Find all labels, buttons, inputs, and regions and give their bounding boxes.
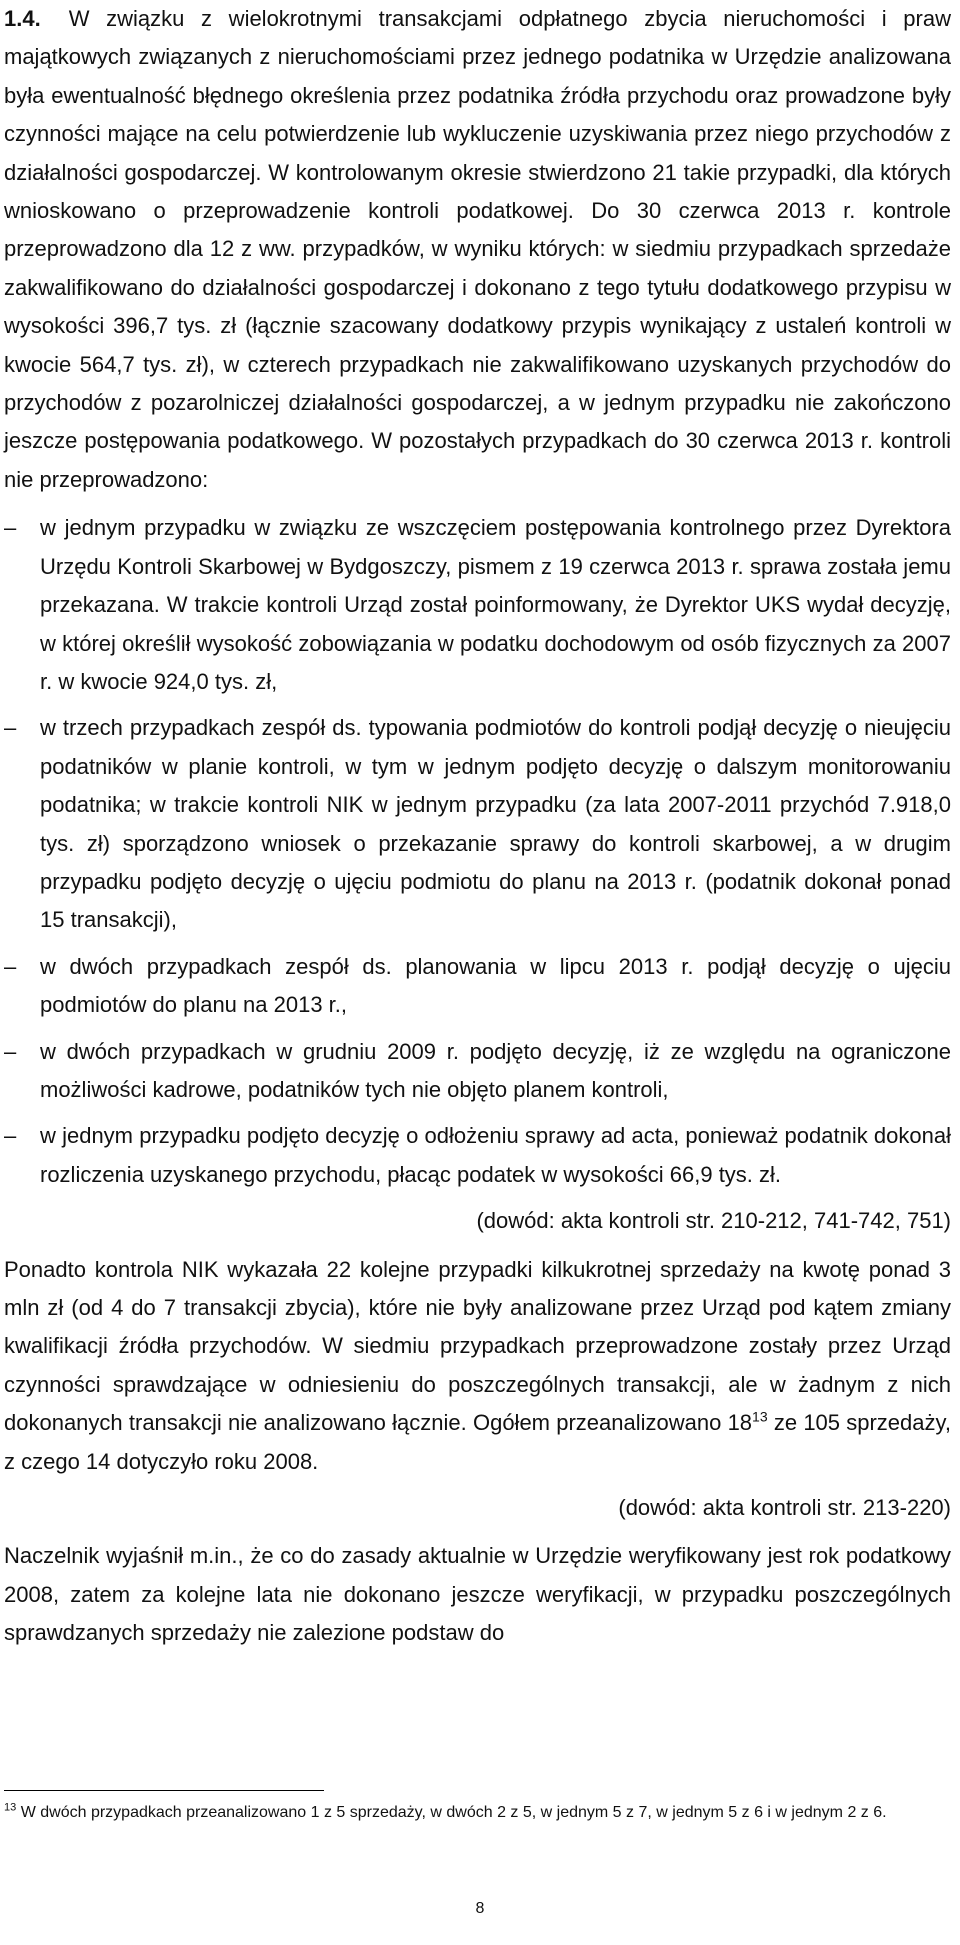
footnote-text: W dwóch przypadkach przeanalizowano 1 z 5 sprzedaży, w dwóch 2 z 5, w jednym 5 z 7, w jednym 5 z 6 i w jednym 2 z 6. [16, 1804, 887, 1821]
list-item-text: w jednym przypadku podjęto decyzję o odłożeniu sprawy ad acta, ponieważ podatnik dokonał rozliczenia uzyskanego przychodu, płacąc podatek w wysokości 66,9 tys. zł. [40, 1123, 951, 1187]
body-paragraph [4, 1251, 951, 1481]
list-item [4, 709, 951, 939]
section-number: 1.4. [4, 6, 41, 31]
dash-bullet: – [4, 1123, 17, 1149]
dash-bullet: – [4, 715, 17, 741]
section-intro-text: W związku z wielokrotnymi transakcjami odpłatnego zbycia nieruchomości i praw majątkowych związanych z nieruchomościami przez jednego podatnika w Urzędzie analizowana była ewentualność błędnego określenia przez podatnika źródła przychodu oraz prowadzone były czynności mające na celu potwierdzenie lub wykluczenie uzyskiwania przez niego przychodów z działalności gospodarczej. W kontrolowanym okresie stwierdzono 21 takie przypadki, dla których wnioskowano o przeprowadzenie kontroli podatkowej. Do 30 czerwca 2013 r. kontrole przeprowadzono dla 12 z ww. przypadków, w wyniku których: w siedmiu przypadkach sprzedaże zakwalifikowano do działalności gospodarczej i dokonano z tego tytułu dodatkowego przypisu w wysokości 396,7 tys. zł (łącznie szacowany dodatkowy przypis wynikający z ustaleń kontroli w kwocie 564,7 tys. zł), w czterech przypadkach nie zakwalifikowano uzyskanych przychodów do przychodów z pozarolniczej działalności gospodarczej, a w jednym przypadku nie zakończono jeszcze postępowania podatkowego. W pozostałych przypadkach do 30 czerwca 2013 r. kontroli nie przeprowadzono: [4, 6, 951, 492]
paragraph-text: ze 105 sprzedaży, z czego 14 dotyczyło roku 2008. [4, 1410, 951, 1474]
footnote [4, 1802, 944, 1824]
evidence-reference: (dowód: akta kontroli str. 210-212, 741-742, 751) [476, 1208, 951, 1234]
footnote-separator [4, 1790, 324, 1791]
body-paragraph: Naczelnik wyjaśnił m.in., że co do zasady aktualnie w Urzędzie weryfikowany jest rok podatkowy 2008, zatem za kolejne lata nie dokonano jeszcze weryfikacji, w przypadku poszczególnych sprawdzanych sprzedaży nie zalezione podstaw do [4, 1543, 951, 1646]
dash-bullet: – [4, 1038, 17, 1064]
page-number: 8 [475, 1900, 485, 1917]
cases-list [4, 509, 951, 1194]
footnote-marker: 13 [4, 1801, 17, 1814]
list-item [4, 948, 951, 1025]
list-item [4, 509, 951, 701]
list-item-text: w dwóch przypadkach zespół ds. planowania w lipcu 2013 r. podjął decyzję o ujęciu podmiotów do planu na 2013 r., [40, 953, 951, 1018]
footnote-reference[interactable]: 13 [752, 1408, 768, 1425]
paragraph-text: Ponadto kontrola NIK wykazała 22 kolejne przypadki kilkukrotnej sprzedaży na kwotę ponad 3 mln zł (od 4 do 7 transakcji zbycia), które nie były analizowane przez Urząd pod kątem zmiany kwalifikacji źródła przychodów. W siedmiu przypadkach przeprowadzone zostały przez Urząd czynności sprawdzające w odniesieniu do poszczególnych transakcji, ale w żadnym z nich dokonanych transakcji nie analizowano łącznie. Ogółem przeanalizowano 18 [4, 1256, 951, 1436]
list-item-text: w dwóch przypadkach w grudniu 2009 r. podjęto decyzję, iż ze względu na ograniczone możliwości kadrowe, podatników tych nie objęto planem kontroli, [40, 1038, 951, 1102]
list-item [4, 1033, 951, 1110]
list-item-text: w trzech przypadkach zespół ds. typowania podmiotów do kontroli podjął decyzję o nieujęciu podatników w planie kontroli, w tym w jednym podjęto decyzję o dalszym monitorowaniu podatnika; w trakcie kontroli NIK w jednym przypadku (za lata 2007-2011 przychód 7.918,0 tys. zł) sporządzono wniosek o przekazanie sprawy do kontroli skarbowej, a w drugim przypadku podjęto decyzję o ujęciu podmiotu do planu na 2013 r. (podatnik dokonał ponad 15 transakcji), [40, 715, 951, 933]
section-paragraph [4, 0, 951, 499]
list-item-text: w jednym przypadku w związku ze wszczęciem postępowania kontrolnego przez Dyrektora Urzędu Kontroli Skarbowej w Bydgoszczy, pismem z 19 czerwca 2013 r. sprawa została jemu przekazana. W trakcie kontroli Urząd został poinformowany, że Dyrektor UKS wydał decyzję, w której określił wysokość zobowiązania w podatku dochodowym od osób fizycznych za 2007 r. w kwocie 924,0 tys. zł, [40, 515, 951, 694]
evidence-reference: (dowód: akta kontroli str. 213-220) [618, 1495, 951, 1521]
list-item [4, 1117, 951, 1194]
dash-bullet: – [4, 515, 17, 541]
dash-bullet: – [4, 953, 17, 979]
